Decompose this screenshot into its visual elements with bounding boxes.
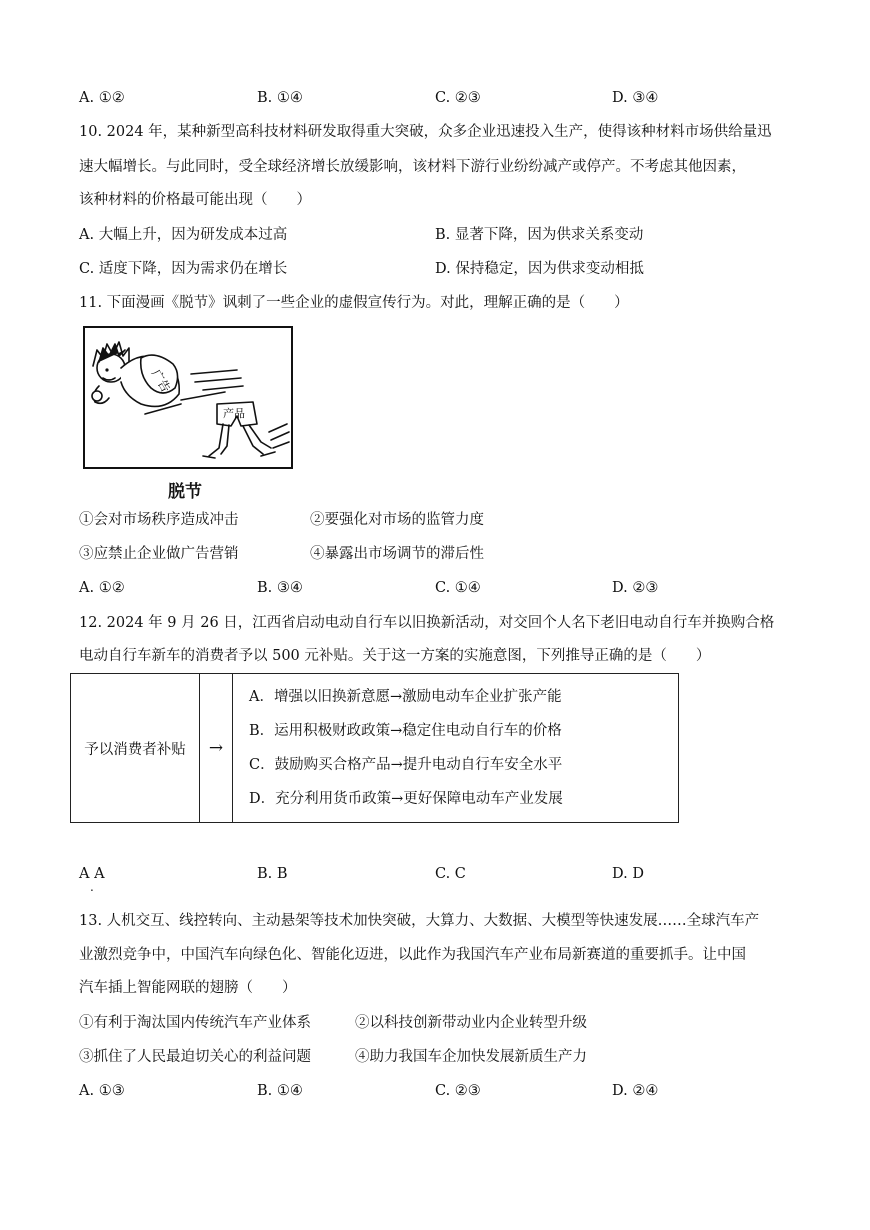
q11-statement-4: ④暴露出市场调节的滞后性 [310,546,484,562]
cartoon-caption: 脱节 [168,482,202,502]
q13-statement-3: ③抓住了人民最迫切关心的利益问题 [79,1049,311,1065]
q11-options [79,578,799,598]
product-label: 产品 [223,407,245,420]
q9-option-a[interactable]: A. ①② [79,90,125,106]
q10-stem-line-2: 速大幅增长。与此同时，受全球经济增长放缓影响，该材料下游行业纷纷减产或停产。不考虑其他因素， [79,159,746,175]
q10-options-row-1 [79,225,799,245]
q13-stem-line-3: 汽车插上智能网联的翅膀（ ） [79,980,297,996]
q10-stem-line-1: 10. 2024 年，某种新型高科技材料研发取得重大突破，众多企业迅速投入生产，使得该种材料市场供给量迅 [79,124,772,140]
q12-option-a[interactable]: A A [79,866,105,882]
q10-stem-line-3: 该种材料的价格最可能出现（ ） [79,192,311,208]
q11-option-b[interactable]: B. ③④ [257,580,303,596]
q12-table-row-d: D．充分利用货币政策→更好保障电动车产业发展 [249,791,563,807]
leg-left [209,424,223,456]
cartoon-drawing [85,328,291,467]
q12-stem-line-2: 电动自行车新车的消费者予以 500 元补贴。关于这一方案的实施意图，下列推导正确的是（ ） [79,648,711,664]
q12-option-c[interactable]: C. C [435,866,466,882]
q13-statement-2: ②以科技创新带动业内企业转型升级 [355,1015,587,1031]
q12-table-row-b: B．运用积极财政政策→稳定住电动自行车的价格 [249,723,562,739]
q11-option-a[interactable]: A. ①② [79,580,125,596]
q11-option-d[interactable]: D. ②③ [612,580,659,596]
q12-table-left-cell: 予以消费者补贴 [71,674,200,823]
q9-option-d[interactable]: D. ③④ [612,90,659,106]
q13-statements-row-2 [79,1047,799,1067]
q10-option-a[interactable]: A. 大幅上升，因为研发成本过高 [79,227,288,243]
stray-dot: . [90,880,94,894]
q10-option-c[interactable]: C. 适度下降，因为需求仍在增长 [79,261,288,277]
q13-stem-line-2: 业激烈竞争中，中国汽车向绿色化、智能化迈进，以此作为我国汽车产业布局新赛道的重要抓手。让中国 [79,947,746,963]
q12-table-row-c: C．鼓励购买合格产品→提升电动自行车安全水平 [249,757,563,773]
q10-option-d[interactable]: D. 保持稳定，因为供求变动相抵 [435,261,644,277]
cartoon-image [83,326,293,469]
q11-statement-2: ②要强化对市场的监管力度 [310,512,484,528]
q11-stem: 11. 下面漫画《脱节》讽刺了一些企业的虚假宣传行为。对此，理解正确的是（ ） [79,295,629,311]
q10-option-b[interactable]: B. 显著下降，因为供求关系变动 [435,227,644,243]
ad-label: 广告 [148,367,174,395]
q12-options [79,864,799,884]
q9-option-c[interactable]: C. ②③ [435,90,481,106]
arrow-icon: → [200,674,233,823]
q13-statement-1: ①有利于淘汰国内传统汽车产业体系 [79,1015,311,1031]
q11-statements-row-2 [79,544,799,564]
q13-option-b[interactable]: B. ①④ [257,1083,303,1099]
q9-option-b[interactable]: B. ①④ [257,90,303,106]
q9-options [79,88,799,108]
q12-stem-line-1: 12. 2024 年 9 月 26 日，江西省启动电动自行车以旧换新活动，对交回个人名下老旧电动自行车并换购合格 [79,615,775,631]
q13-option-a[interactable]: A. ①③ [79,1083,125,1099]
q11-option-c[interactable]: C. ①④ [435,580,481,596]
q13-option-d[interactable]: D. ②④ [612,1083,659,1099]
q11-statement-1: ①会对市场秩序造成冲击 [79,512,239,528]
speed-line-1 [191,370,237,374]
q13-options [79,1081,799,1101]
q11-statements-row-1 [79,510,799,530]
q12-option-d[interactable]: D. D [612,866,644,882]
q12-flow-table [70,673,679,823]
q12-option-b[interactable]: B. B [257,866,288,882]
q11-statement-3: ③应禁止企业做广告营销 [79,546,239,562]
q12-table-row-a: A．增强以旧换新意愿→激励电动车企业扩张产能 [249,689,562,705]
q12-table-right-cell [233,674,679,823]
q13-statement-4: ④助力我国车企加快发展新质生产力 [355,1049,587,1065]
q13-stem-line-1: 13. 人机交互、线控转向、主动悬架等技术加快突破，大算力、大数据、大模型等快速发展……全球汽车产 [79,913,760,929]
q13-option-c[interactable]: C. ②③ [435,1083,481,1099]
q13-statements-row-1 [79,1013,799,1033]
q10-options-row-2 [79,259,799,279]
